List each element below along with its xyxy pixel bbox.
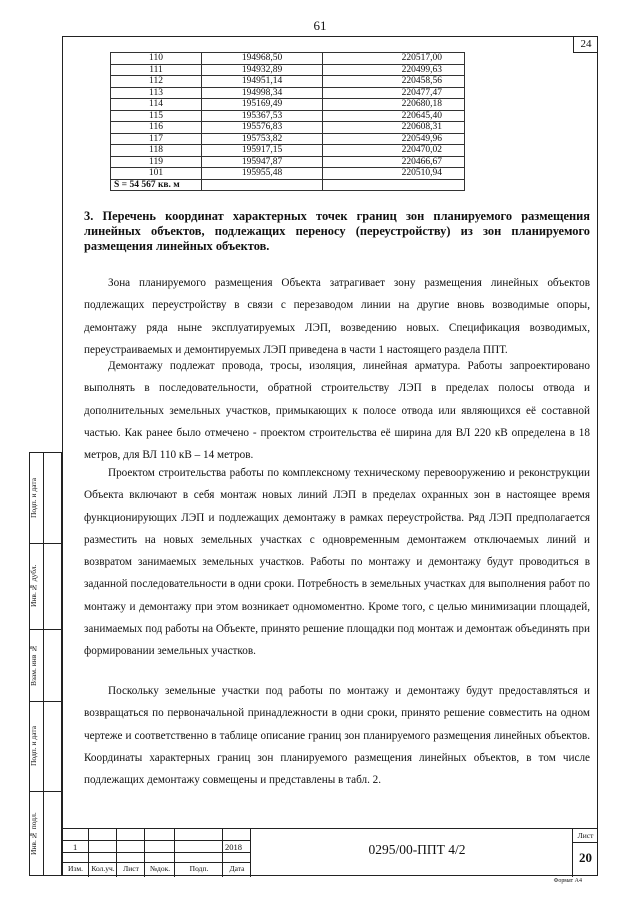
paragraph-1-text: Зона планируемого размещения Объекта затрагивает зону размещения линейных объектов подлежащих переустройству в связи с перезаводом линии на другие вновь возводимые опоры, демонтажу ряда ныне эксплуатируемых ЛЭП, возведению новых. Спецификация возводимых, переустраиваемых и демонтируемых ЛЭП приведена в части 1 настоящего раздела ППТ. [84,277,590,356]
point-number: 116 [111,122,202,134]
title-block [62,828,598,876]
point-number: 118 [111,145,202,157]
section-heading: 3. Перечень координат характерных точек границ зон планируемого размещения линейных объектов, подлежащих переносу (переустройству) из зон планируемого размещения линейных объектов. [84,209,590,253]
y-coordinate: 220549,96 [323,133,465,145]
sheet-number: 20 [579,850,592,865]
side-label-orig-inv: Инв.№ подл. [29,812,38,856]
point-number: 113 [111,87,202,99]
y-coordinate: 220458,56 [323,76,465,88]
caption-sheet: Лист [123,864,139,873]
paragraph-4 [84,680,590,791]
table-row [111,168,465,180]
y-coordinate: 220477,47 [323,87,465,99]
paragraph-2 [84,355,590,466]
format-note: Формат А4 [553,878,582,884]
table-row [111,76,465,88]
paragraph-2-text: Демонтажу подлежат провода, тросы, изоляция, линейная арматура. Работы запроектировано выполнять в последовательности, обратной строительству ЛЭП в пределах полосы отвода и дополнительных земельных участков, примыкающих к полосе отвода или являющихся её составной частью. Как ранее было отмечено - проектом строительства её ширина для ВЛ 220 кВ определена в 18 метров, для ВЛ 110 кВ – 14 метров. [84,360,590,462]
x-coordinate: 195169,49 [202,99,323,111]
side-label-dup-inv: Инв.№ дубл. [29,564,38,608]
caption-date: Дата [229,864,245,873]
sheet-label: Лист [573,829,598,843]
table-row [111,110,465,122]
point-number: 110 [111,53,202,65]
point-number: 112 [111,76,202,88]
title-block-grid [62,829,251,877]
x-coordinate: 194968,50 [202,53,323,65]
x-coordinate: 194932,89 [202,64,323,76]
x-coordinate: 195947,87 [202,156,323,168]
paragraph-4-text: Поскольку земельные участки под работы по монтажу и демонтажу будут предоставляться и возвращаться по первоначальной принадлежности в одни сроки, принято решение совместить на одном чертеже и соответственно в таблице описание границ зон планируемого размещения линейных объектов. Координаты характерных границ зон планируемого размещения линейных объектов, в том числе подлежащих демонтажу совмещены и представлены в табл. 2. [84,685,590,787]
table-row [111,133,465,145]
table-row [111,156,465,168]
coordinates-table [110,52,465,191]
side-label-sign-date-2: Подп. и дата [29,725,38,767]
x-coordinate: 194951,14 [202,76,323,88]
page-number: 61 [313,18,327,33]
caption-signature: Подп. [189,864,209,873]
sheet-number-top: 24 [573,37,598,53]
sheet-box [572,829,598,877]
table-row [111,53,465,65]
x-coordinate: 195367,53 [202,110,323,122]
y-coordinate: 220470,02 [323,145,465,157]
point-number: 101 [111,168,202,180]
y-coordinate: 220517,00 [323,53,465,65]
y-coordinate: 220645,40 [323,110,465,122]
paragraph-3-text: Проектом строительства работы по комплексному техническому перевооружению и реконструкции Объекта включают в себя монтаж новых линий ЛЭП в пределах охранных зон в настоящее время функционирующих ЛЭП и подлежащих демонтажу в рамках переустройства. Ряд ЛЭП предполагается разместить на новых земельных участках с одновременным демонтажем отключаемых линий и возвратом занимаемых земельных участков. Работы по монтажу и демонтажу будут проводиться в заданной последовательности в одни сроки. Потребность в земельных участках для выполнения работ по монтажу и демонтажу при этом возникает одномоментно. Кроме того, с целью минимизации площадей, занимаемых под работы на Объекте, принято решение площадки под монтаж и демонтаж объединять при формировании земельных участков. [84,467,590,658]
document-code: 0295/00-ППТ 4/2 [368,842,466,857]
caption-count: Кол.уч. [91,864,115,873]
year: 2018 [225,842,242,852]
side-stamp [29,452,62,876]
table-row [111,87,465,99]
point-number: 115 [111,110,202,122]
side-label-sign-date-1: Подп. и дата [29,477,38,519]
x-coordinate: 194998,34 [202,87,323,99]
table-total-row [111,179,465,191]
y-coordinate: 220680,18 [323,99,465,111]
caption-doc-no: №док. [149,864,171,873]
y-coordinate: 220466,67 [323,156,465,168]
x-coordinate: 195917,15 [202,145,323,157]
paragraph-1 [84,272,590,361]
point-number: 114 [111,99,202,111]
point-number: 111 [111,64,202,76]
table-row [111,122,465,134]
y-coordinate: 220510,94 [323,168,465,180]
point-number: 117 [111,133,202,145]
y-coordinate: 220499,63 [323,64,465,76]
x-coordinate: 195955,48 [202,168,323,180]
x-coordinate: 195576,83 [202,122,323,134]
side-label-replace-inv: Взам. инв № [29,643,38,687]
caption-change: Изм. [68,864,83,873]
paragraph-3 [84,462,590,663]
table-row [111,99,465,111]
point-number: 119 [111,156,202,168]
change-number: 1 [73,842,78,852]
x-coordinate: 195753,82 [202,133,323,145]
y-coordinate: 220608,31 [323,122,465,134]
empty-cell [323,179,465,191]
table-row [111,145,465,157]
area-total: S = 54 567 кв. м [111,179,202,191]
table-row [111,64,465,76]
empty-cell [202,179,323,191]
